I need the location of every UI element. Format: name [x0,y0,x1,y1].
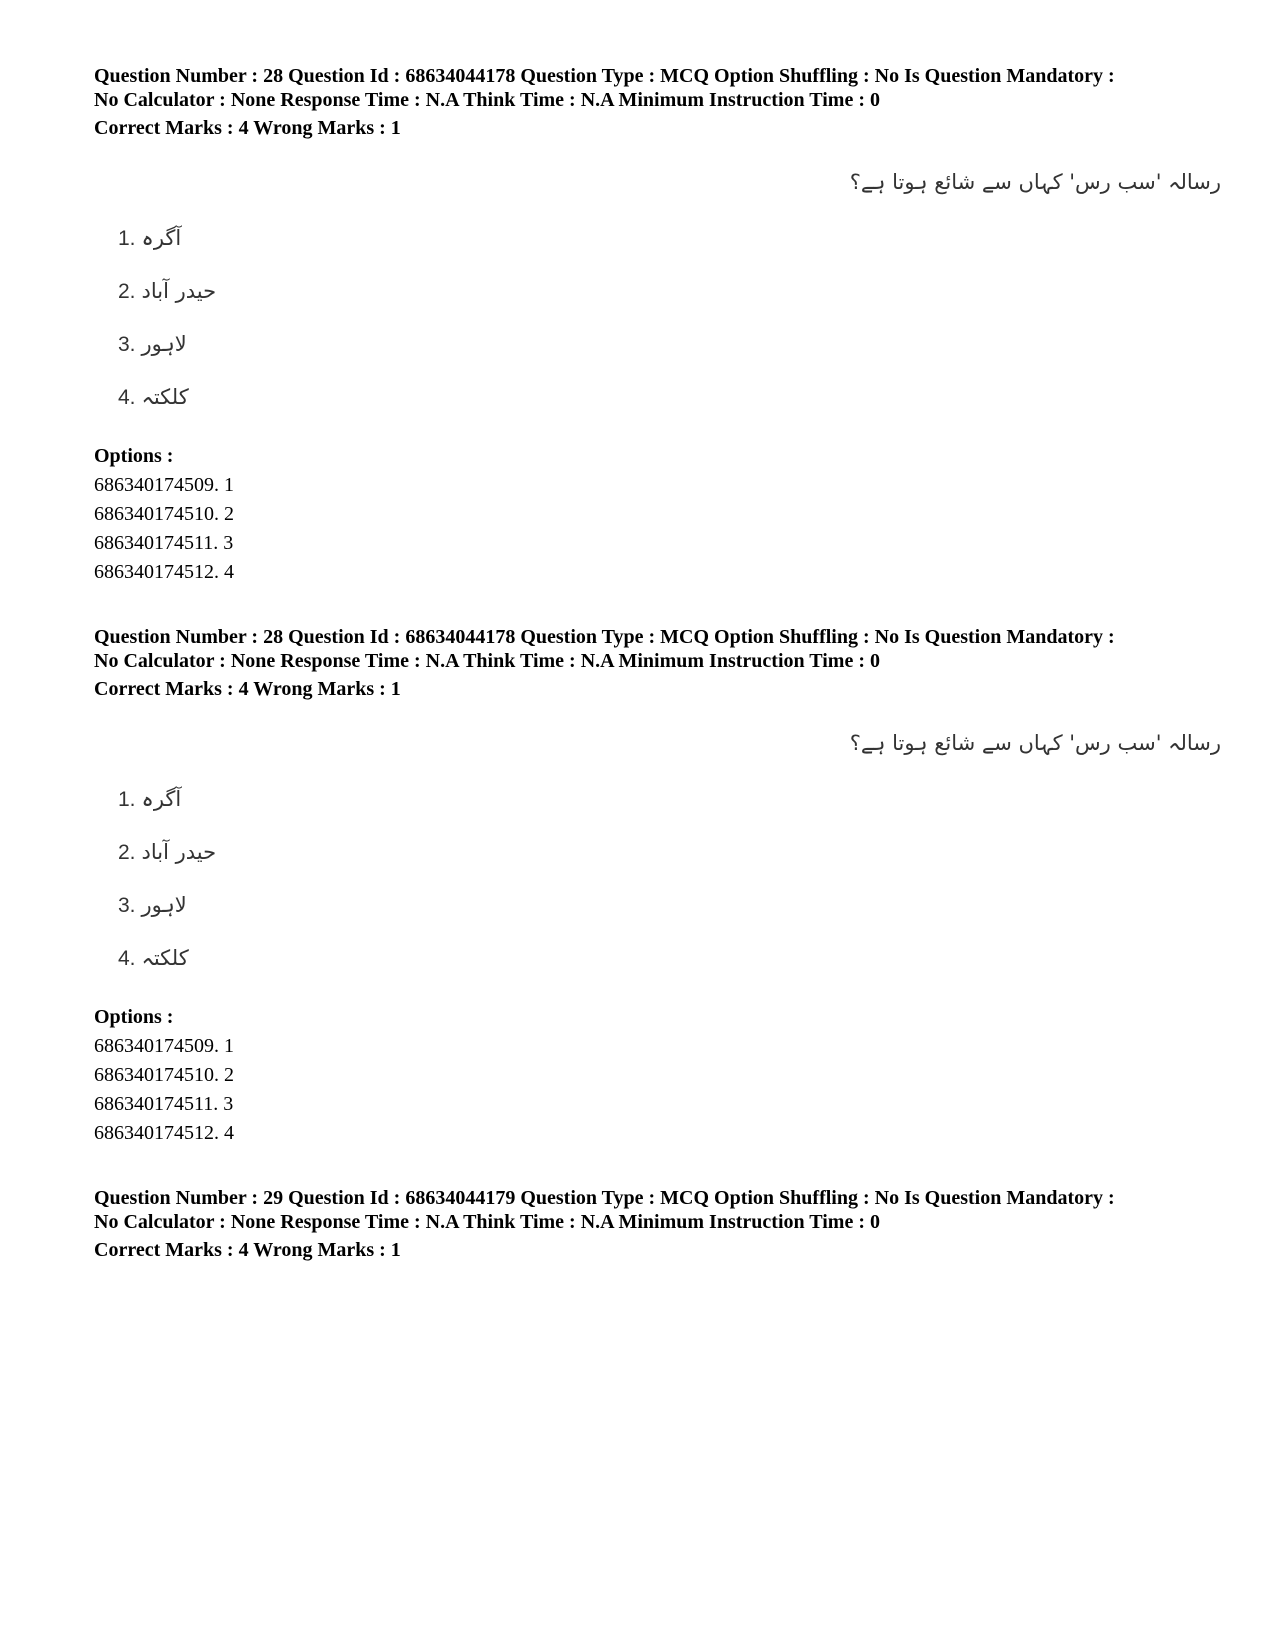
question-text: رسالہ 'سب رس' کہاں سے شائع ہوتا ہے؟ [849,170,1221,194]
options-label: Options : [94,1006,174,1028]
choice-number: 2. [118,280,136,303]
question-meta-line: No Calculator : None Response Time : N.A Think Time : N.A Minimum Instruction Time : 0 [94,89,880,111]
choice-number: 1. [118,788,136,811]
option-id-line: 686340174509. 1 [94,474,234,496]
choice-number: 4. [118,386,136,409]
choice-text: کلکتہ [141,385,189,409]
choice-text: کلکتہ [141,946,189,970]
question-meta-line: Question Number : 29 Question Id : 68634044179 Question Type : MCQ Option Shuffling : No Is Question Mandatory : [94,1187,1115,1209]
options-label: Options : [94,445,174,467]
choice-item [118,787,181,812]
choice-text: لاہور [141,332,187,356]
choice-text: آگرہ [141,226,182,250]
choice-number: 4. [118,947,136,970]
option-id-line: 686340174510. 2 [94,1064,234,1086]
question-header [94,1186,1204,1262]
question-header [94,625,1204,701]
choice-text: آگرہ [141,787,182,811]
option-id-line: 686340174512. 4 [94,1122,234,1144]
question-marks: Correct Marks : 4 Wrong Marks : 1 [94,117,401,139]
question-meta-line: Question Number : 28 Question Id : 68634044178 Question Type : MCQ Option Shuffling : No Is Question Mandatory : [94,626,1115,648]
choice-item [118,279,216,304]
question-meta-line: No Calculator : None Response Time : N.A Think Time : N.A Minimum Instruction Time : 0 [94,1211,880,1233]
choice-item [118,226,181,251]
question-meta-line: No Calculator : None Response Time : N.A Think Time : N.A Minimum Instruction Time : 0 [94,650,880,672]
choice-number: 1. [118,227,136,250]
choice-number: 2. [118,841,136,864]
choice-item [118,385,189,410]
question-marks: Correct Marks : 4 Wrong Marks : 1 [94,678,401,700]
option-id-line: 686340174511. 3 [94,532,234,554]
choice-number: 3. [118,333,136,356]
option-id-line: 686340174509. 1 [94,1035,234,1057]
choice-text: حیدر آباد [141,279,217,303]
option-id-line: 686340174512. 4 [94,561,234,583]
choice-item [118,332,187,357]
option-id-line: 686340174511. 3 [94,1093,234,1115]
choice-item [118,893,187,918]
question-header [94,64,1204,140]
option-id-line: 686340174510. 2 [94,503,234,525]
question-meta-line: Question Number : 28 Question Id : 68634044178 Question Type : MCQ Option Shuffling : No Is Question Mandatory : [94,65,1115,87]
choice-text: حیدر آباد [141,840,217,864]
question-text: رسالہ 'سب رس' کہاں سے شائع ہوتا ہے؟ [849,731,1221,755]
choice-text: لاہور [141,893,187,917]
question-marks: Correct Marks : 4 Wrong Marks : 1 [94,1239,401,1261]
choice-item [118,946,189,971]
choice-number: 3. [118,894,136,917]
choice-item [118,840,216,865]
